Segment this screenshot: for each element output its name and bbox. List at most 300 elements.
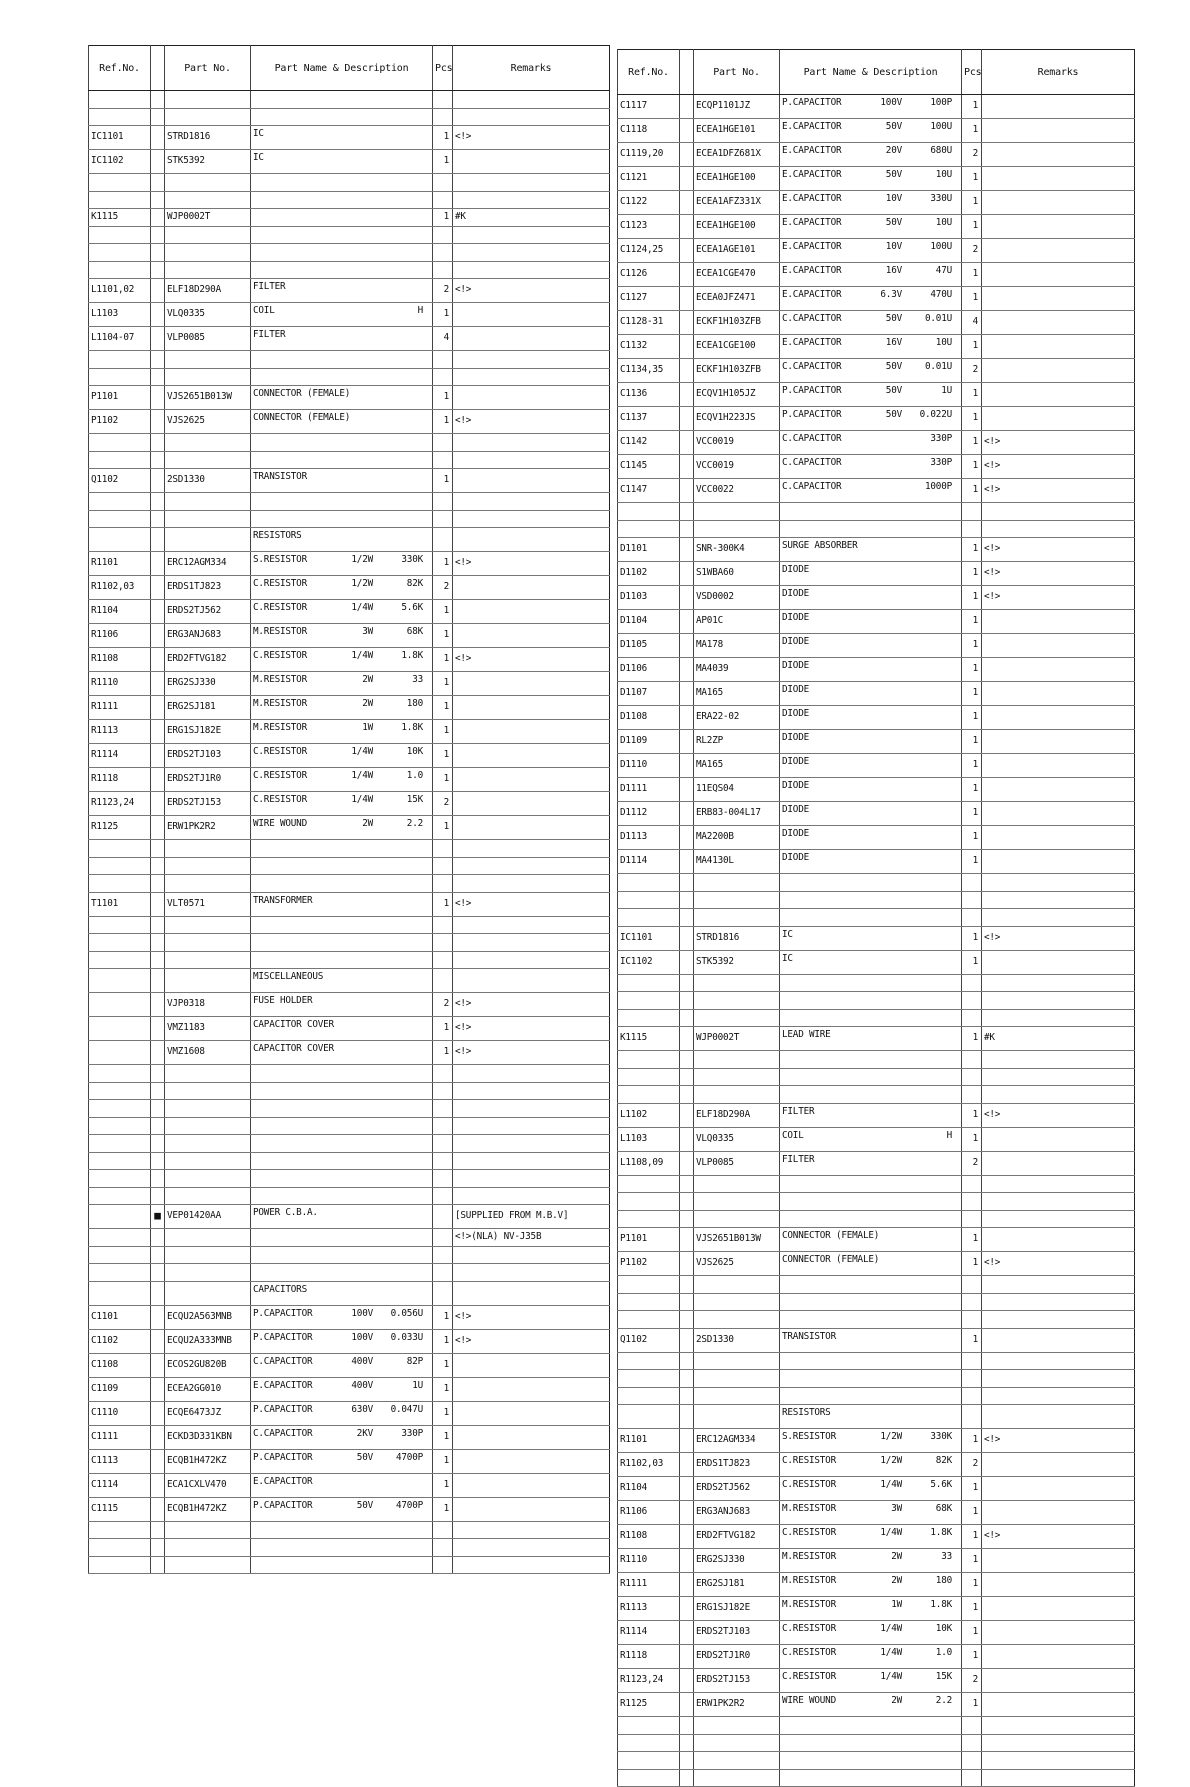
part-no-cell: [165, 1100, 251, 1118]
part-name: DIODE: [782, 780, 809, 791]
remarks-cell: [982, 239, 1135, 263]
description-cell: [780, 1645, 962, 1669]
ref-no-cell: [89, 1264, 151, 1282]
spec-rating: 100V: [351, 1331, 373, 1343]
part-name: FILTER: [253, 329, 286, 340]
table-row: [618, 826, 1135, 850]
pcs-cell: 1: [962, 634, 982, 658]
pcs-header: Pcs: [962, 50, 982, 95]
ref-no-cell: C1123: [618, 215, 680, 239]
pcs-cell: 1: [962, 706, 982, 730]
pcs-cell: 1: [962, 215, 982, 239]
mark-cell: [151, 209, 165, 227]
remarks-cell: [453, 226, 610, 244]
part-no-cell: [165, 1117, 251, 1135]
part-name: POWER C.B.A.: [253, 1207, 318, 1218]
part-no-cell: ECQV1H105JZ: [694, 383, 780, 407]
description-cell: [780, 263, 962, 287]
remarks-cell: [453, 672, 610, 696]
part-no-cell: VJS2651B013W: [165, 386, 251, 410]
ref-no-cell: [618, 909, 680, 927]
spec-value: 1U: [941, 385, 952, 396]
ref-no-cell: [89, 1556, 151, 1574]
description-cell: [251, 174, 433, 192]
remarks-cell: [982, 143, 1135, 167]
part-name: S.RESISTOR: [253, 554, 307, 565]
part-no-cell: 2SD1330: [165, 469, 251, 493]
mark-cell: [151, 244, 165, 262]
table-row: [618, 1477, 1135, 1501]
ref-no-cell: D1103: [618, 586, 680, 610]
description-cell: [780, 455, 962, 479]
mark-cell: [680, 167, 694, 191]
description-cell: [780, 287, 962, 311]
spec-rating: 1/2W: [880, 1455, 902, 1466]
pcs-cell: [433, 108, 453, 126]
mark-cell: [151, 1041, 165, 1065]
mark-cell: [680, 1573, 694, 1597]
spec-value: 33: [412, 674, 423, 685]
ref-no-cell: [89, 451, 151, 469]
ref-no-cell: D1108: [618, 706, 680, 730]
table-row: [618, 1103, 1135, 1127]
pcs-cell: 2: [962, 239, 982, 263]
description-cell: [780, 191, 962, 215]
table-row: [89, 1205, 610, 1229]
pcs-cell: 1: [433, 386, 453, 410]
remarks-cell: [453, 469, 610, 493]
ref-no-header: Ref.No.: [618, 50, 680, 95]
part-no-cell: STK5392: [694, 950, 780, 974]
part-no-cell: VLP0085: [694, 1151, 780, 1175]
mark-cell: [680, 1549, 694, 1573]
part-no-cell: RL2ZP: [694, 730, 780, 754]
mark-cell: [680, 682, 694, 706]
mark-cell: [151, 1473, 165, 1497]
ref-no-cell: IC1101: [89, 126, 151, 150]
description-cell: [251, 528, 433, 552]
pcs-cell: [433, 451, 453, 469]
mark-cell: [151, 510, 165, 528]
mark-cell: [680, 1175, 694, 1193]
pcs-cell: [433, 174, 453, 192]
pcs-header: Pcs: [433, 46, 453, 91]
mark-cell: [680, 891, 694, 909]
mark-cell: [680, 730, 694, 754]
table-row: [618, 1193, 1135, 1211]
table-row: [618, 1573, 1135, 1597]
mark-cell: [680, 658, 694, 682]
description-cell: [251, 1017, 433, 1041]
description-cell: [780, 1175, 962, 1193]
ref-no-cell: [89, 1135, 151, 1153]
description-cell: [251, 351, 433, 369]
pcs-cell: [962, 503, 982, 521]
part-name: FILTER: [782, 1153, 815, 1165]
remarks-cell: [453, 576, 610, 600]
spec-value: 1.8K: [930, 1527, 952, 1538]
ref-no-cell: T1101: [89, 892, 151, 916]
table-row: [89, 1329, 610, 1353]
description-cell: [251, 696, 433, 720]
ref-no-cell: Q1102: [618, 1328, 680, 1352]
ref-no-cell: [89, 191, 151, 209]
pcs-cell: 1: [433, 624, 453, 648]
ref-no-cell: [618, 520, 680, 538]
table-row: [89, 410, 610, 434]
ref-no-cell: C1147: [618, 479, 680, 503]
spec-value: 5.6K: [930, 1479, 952, 1490]
description-cell: [780, 1027, 962, 1051]
part-no-cell: S1WBA60: [694, 562, 780, 586]
description-cell: [251, 934, 433, 952]
remarks-cell: [453, 792, 610, 816]
pcs-cell: [433, 1152, 453, 1170]
mark-cell: [151, 1135, 165, 1153]
part-name: DIODE: [782, 612, 809, 623]
part-no-cell: ELF18D290A: [694, 1103, 780, 1127]
ref-no-cell: C1137: [618, 407, 680, 431]
pcs-cell: 1: [962, 287, 982, 311]
pcs-cell: 1: [962, 802, 982, 826]
remarks-cell: [453, 951, 610, 969]
description-cell: [780, 706, 962, 730]
ref-no-cell: [618, 1210, 680, 1228]
table-row: [618, 1429, 1135, 1453]
pcs-cell: [433, 528, 453, 552]
description-cell: [780, 407, 962, 431]
pcs-cell: 1: [433, 892, 453, 916]
mark-cell: [680, 311, 694, 335]
part-no-cell: [165, 191, 251, 209]
part-name: CAPACITOR COVER: [253, 1043, 334, 1054]
description-cell: [251, 875, 433, 893]
ref-no-cell: L1108,09: [618, 1151, 680, 1175]
pcs-cell: 1: [433, 410, 453, 434]
description-cell: [251, 108, 433, 126]
pcs-cell: 2: [962, 359, 982, 383]
table-row: [89, 303, 610, 327]
description-cell: [251, 386, 433, 410]
pcs-cell: 2: [433, 576, 453, 600]
spec-rating: 1/4W: [880, 1623, 902, 1634]
spec-rating: 1/4W: [351, 794, 373, 805]
remarks-cell: [982, 1293, 1135, 1311]
mark-cell: [680, 1717, 694, 1735]
spec-rating: 1/2W: [351, 578, 373, 589]
mark-cell: [680, 586, 694, 610]
ref-no-cell: R1110: [618, 1549, 680, 1573]
part-name: WIRE WOUND: [782, 1695, 836, 1706]
pcs-cell: 1: [962, 926, 982, 950]
part-no-cell: VLT0571: [165, 892, 251, 916]
remarks-cell: [982, 1193, 1135, 1211]
ref-no-cell: R1101: [89, 552, 151, 576]
remarks-cell: [982, 1752, 1135, 1770]
table-header: [89, 46, 610, 91]
table-row: [618, 926, 1135, 950]
mark-cell: [680, 239, 694, 263]
pcs-cell: [433, 510, 453, 528]
part-no-cell: ERD2FTVG182: [165, 648, 251, 672]
description-cell: [251, 91, 433, 109]
mark-cell: [151, 840, 165, 858]
part-name: C.CAPACITOR: [782, 457, 842, 468]
remarks-cell: [982, 1501, 1135, 1525]
description-cell: [251, 600, 433, 624]
part-no-cell: VJS2625: [165, 410, 251, 434]
ref-no-cell: [618, 503, 680, 521]
mark-cell: [680, 562, 694, 586]
pcs-cell: 2: [962, 1669, 982, 1693]
description-cell: [780, 1352, 962, 1370]
description-cell: [251, 857, 433, 875]
mark-cell: [151, 368, 165, 386]
ref-no-cell: IC1102: [618, 950, 680, 974]
table-row: [618, 407, 1135, 431]
part-no-cell: ECEA1HGE101: [694, 119, 780, 143]
mark-cell: [680, 119, 694, 143]
table-row: [618, 1501, 1135, 1525]
description-cell: [780, 1370, 962, 1388]
description-cell: [251, 469, 433, 493]
part-no-cell: [165, 528, 251, 552]
pcs-cell: 1: [962, 191, 982, 215]
part-name: TRANSFORMER: [253, 894, 313, 906]
spec-value: 10U: [935, 169, 952, 180]
mark-cell: [151, 892, 165, 916]
mark-cell: [680, 215, 694, 239]
pcs-cell: 1: [962, 1597, 982, 1621]
part-name: IC: [782, 928, 793, 940]
description-cell: [780, 730, 962, 754]
spec-value: 0.01U: [925, 313, 952, 324]
table-row: [618, 1734, 1135, 1752]
remarks-cell: <!>: [982, 455, 1135, 479]
description-cell: [780, 1068, 962, 1086]
table-row: [89, 1082, 610, 1100]
table-row: [89, 351, 610, 369]
spec-rating: 50V: [885, 217, 902, 228]
remarks-cell: [982, 634, 1135, 658]
pcs-cell: [962, 1752, 982, 1770]
ref-no-cell: [89, 368, 151, 386]
part-no-cell: ERG3ANJ683: [165, 624, 251, 648]
pcs-cell: 1: [433, 696, 453, 720]
ref-no-cell: R1106: [89, 624, 151, 648]
description-cell: [780, 1276, 962, 1294]
mark-cell: [680, 1370, 694, 1388]
mark-cell: [680, 1387, 694, 1405]
table-row: [618, 383, 1135, 407]
part-no-cell: [694, 503, 780, 521]
table-row: [89, 1187, 610, 1205]
ref-no-cell: C1142: [618, 431, 680, 455]
spec-value: H: [417, 305, 423, 316]
part-no-cell: [694, 992, 780, 1010]
part-name: C.CAPACITOR: [782, 433, 842, 444]
table-row: [89, 552, 610, 576]
ref-no-cell: D1102: [618, 562, 680, 586]
pcs-cell: 1: [962, 754, 982, 778]
pcs-cell: 1: [433, 1353, 453, 1377]
ref-no-cell: C1126: [618, 263, 680, 287]
part-no-cell: [165, 226, 251, 244]
remarks-cell: [453, 624, 610, 648]
ref-no-cell: D1110: [618, 754, 680, 778]
part-name: M.RESISTOR: [782, 1599, 836, 1610]
part-name: COIL: [782, 1129, 804, 1141]
description-cell: [251, 624, 433, 648]
ref-no-cell: C1101: [89, 1305, 151, 1329]
spec-value: 10K: [935, 1623, 952, 1634]
spec-value: 33: [941, 1551, 952, 1562]
remarks-cell: [453, 857, 610, 875]
ref-no-header: Ref.No.: [89, 46, 151, 91]
pcs-cell: 1: [962, 1573, 982, 1597]
table-row: [618, 1752, 1135, 1770]
mark-cell: [151, 1017, 165, 1041]
ref-no-cell: P1101: [618, 1228, 680, 1252]
ref-no-cell: C1117: [618, 95, 680, 119]
ref-no-cell: C1128-31: [618, 311, 680, 335]
ref-no-cell: C1111: [89, 1425, 151, 1449]
pcs-cell: 1: [962, 1127, 982, 1151]
part-no-cell: [694, 1276, 780, 1294]
table-row: [618, 359, 1135, 383]
table-row: [618, 1252, 1135, 1276]
mark-cell: [151, 191, 165, 209]
table-row: [618, 1086, 1135, 1104]
remarks-cell: <!>: [982, 1252, 1135, 1276]
part-name: C.RESISTOR: [782, 1671, 836, 1682]
table-row: [89, 768, 610, 792]
part-no-cell: [165, 969, 251, 993]
pcs-cell: [962, 1293, 982, 1311]
part-no-cell: ECQB1H472KZ: [165, 1449, 251, 1473]
pcs-cell: [962, 1387, 982, 1405]
table-row: [618, 874, 1135, 892]
ref-no-cell: [618, 1311, 680, 1329]
mark-cell: [680, 1453, 694, 1477]
pcs-cell: [962, 1311, 982, 1329]
table-row: [618, 95, 1135, 119]
description-cell: [780, 658, 962, 682]
description-cell: [251, 1170, 433, 1188]
ref-no-cell: [618, 1175, 680, 1193]
remarks-cell: [453, 434, 610, 452]
remarks-cell: [982, 1311, 1135, 1329]
remarks-cell: [453, 1377, 610, 1401]
part-no-cell: [165, 840, 251, 858]
mark-cell: [680, 1103, 694, 1127]
pcs-cell: [433, 1556, 453, 1574]
mark-cell: [680, 191, 694, 215]
pcs-cell: [433, 857, 453, 875]
pcs-cell: [433, 840, 453, 858]
pcs-cell: 1: [433, 1377, 453, 1401]
part-no-cell: ECEA2GG010: [165, 1377, 251, 1401]
spec-value: 82P: [406, 1355, 423, 1367]
remarks-cell: <!>: [982, 1103, 1135, 1127]
part-no-cell: ECEA1HGE100: [694, 167, 780, 191]
remarks-cell: [982, 520, 1135, 538]
part-no-cell: [165, 875, 251, 893]
spec-rating: 400V: [351, 1355, 373, 1367]
remarks-cell: [982, 730, 1135, 754]
remarks-cell: [453, 386, 610, 410]
ref-no-cell: C1108: [89, 1353, 151, 1377]
ref-no-cell: R1123,24: [89, 792, 151, 816]
remarks-cell: [982, 1669, 1135, 1693]
mark-cell: [151, 1170, 165, 1188]
part-name: S.RESISTOR: [782, 1431, 836, 1442]
description-cell: [251, 1246, 433, 1264]
part-no-cell: VJS2651B013W: [694, 1228, 780, 1252]
description-cell: [251, 744, 433, 768]
remarks-cell: [982, 1151, 1135, 1175]
mark-cell: [151, 792, 165, 816]
mark-cell: [680, 1086, 694, 1104]
pcs-cell: 1: [433, 1425, 453, 1449]
spec-rating: 1/4W: [351, 650, 373, 661]
part-no-cell: VJS2625: [694, 1252, 780, 1276]
table-row: [89, 1449, 610, 1473]
mark-cell: [151, 150, 165, 174]
ref-no-cell: [618, 1734, 680, 1752]
description-cell: [780, 335, 962, 359]
description-cell: [251, 840, 433, 858]
table-row: [618, 1228, 1135, 1252]
pcs-cell: [962, 891, 982, 909]
table-row: [89, 1117, 610, 1135]
part-no-cell: VEP01420AA: [165, 1205, 251, 1229]
description-cell: [251, 150, 433, 174]
mark-cell: [680, 1477, 694, 1501]
description-cell: [780, 778, 962, 802]
remarks-cell: [982, 891, 1135, 909]
mark-cell: [680, 455, 694, 479]
ref-no-cell: [89, 1100, 151, 1118]
part-name: FILTER: [253, 281, 286, 292]
mark-cell: [151, 1152, 165, 1170]
pcs-cell: [962, 1068, 982, 1086]
part-no-cell: ERB83-004L17: [694, 802, 780, 826]
pcs-cell: [433, 351, 453, 369]
mark-header: [680, 50, 694, 95]
mark-cell: [151, 969, 165, 993]
remarks-cell: [982, 1693, 1135, 1717]
part-no-cell: VMZ1608: [165, 1041, 251, 1065]
remarks-cell: [453, 1401, 610, 1425]
remarks-cell: [982, 1175, 1135, 1193]
mark-cell: [151, 951, 165, 969]
remarks-cell: [453, 696, 610, 720]
ref-no-cell: [89, 528, 151, 552]
ref-no-cell: P1102: [618, 1252, 680, 1276]
part-no-cell: ERG1SJ182E: [165, 720, 251, 744]
description-cell: [251, 1401, 433, 1425]
table-row: [89, 840, 610, 858]
part-no-cell: SNR-300K4: [694, 538, 780, 562]
part-no-cell: ERDS2TJ103: [694, 1621, 780, 1645]
remarks-header: Remarks: [982, 50, 1135, 95]
mark-cell: [680, 778, 694, 802]
pcs-cell: [962, 1051, 982, 1069]
pcs-cell: [962, 1405, 982, 1429]
parts-table-right: [617, 49, 1135, 1787]
part-no-cell: ECEA1DFZ681X: [694, 143, 780, 167]
